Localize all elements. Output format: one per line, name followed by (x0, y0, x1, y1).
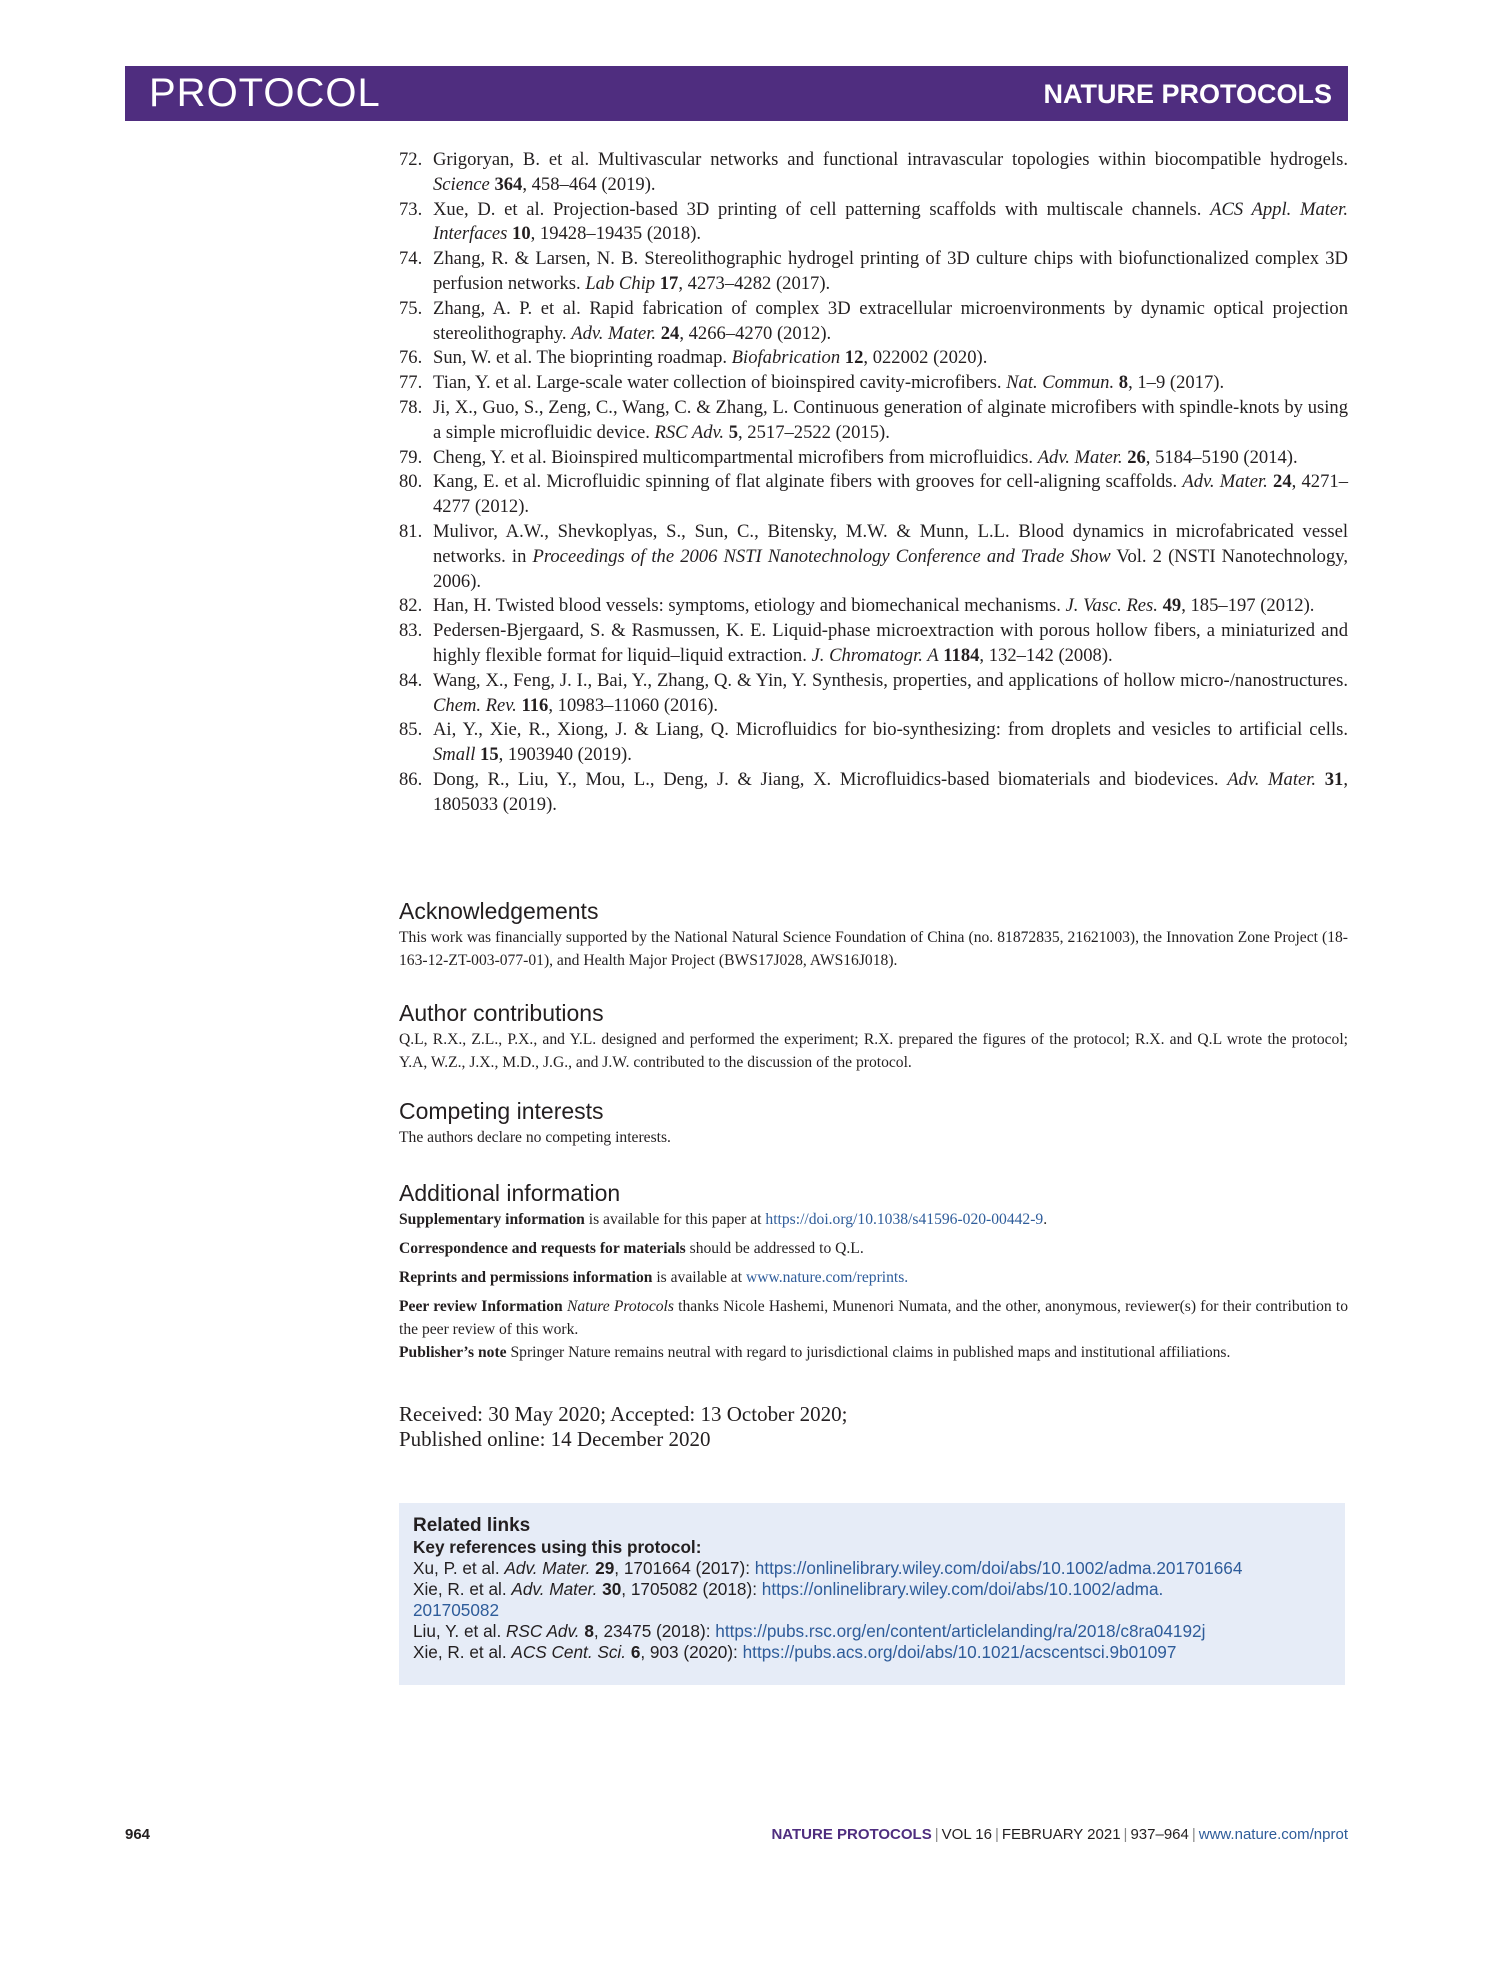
additional-information-section (399, 1180, 1348, 1370)
reference-text: Mulivor, A.W., Shevkoplyas, S., Sun, C., Bitensky, M.W. & Munn, L.L. Blood dynamics in microfabricated vessel networks. in Proceedings of the 2006 NSTI Nanotechnology Conference and Trade Show Vol. 2 (NSTI Nanotechnology, 2006). (433, 520, 1349, 592)
reference-item (399, 198, 1348, 248)
reference-text: Ji, X., Guo, S., Zeng, C., Wang, C. & Zhang, L. Continuous generation of alginate microfibers with spindle-knots by using a simple microfluidic device. RSC Adv. 5, 2517–2522 (2015). (433, 396, 1348, 443)
reference-item (399, 619, 1348, 669)
acknowledgements-heading: Acknowledgements (399, 898, 599, 924)
reference-text: Zhang, A. P. et al. Rapid fabrication of complex 3D extracellular microenvironments by dynamic optical projection stereolithography. Adv. Mater. 24, 4266–4270 (2012). (433, 297, 1348, 344)
reference-text: Ai, Y., Xie, R., Xiong, J. & Liang, Q. Microfluidics for bio-synthesizing: from droplets and vesicles to artificial cells. Small 15, 1903940 (2019). (433, 719, 1348, 766)
reference-text: Grigoryan, B. et al. Multivascular networks and functional intravascular topologies within biocompatible hydrogels. Science 364, 458–464 (2019). (433, 149, 1348, 195)
reference-number: 72. (399, 149, 423, 170)
reference-item (399, 396, 1348, 446)
reference-item (399, 446, 1348, 471)
supplementary-text: is available for this paper at (584, 1211, 766, 1228)
publisher-note-label: Publisher’s note (399, 1344, 507, 1361)
supplementary-label: Supplementary information (399, 1211, 585, 1228)
author-contributions-text: Q.L, R.X., Z.L., P.X., and Y.L. designed and performed the experiment; R.X. prepared the figures of the protocol; R.X. and Q.L wrote the protocol; Y.A, W.Z., J.X., M.D., J.G., and J.W. contributed to the discussion of the protocol. (399, 1031, 1348, 1071)
footer-url[interactable]: www.nature.com/nprot (1198, 1826, 1348, 1843)
reference-text: Sun, W. et al. The bioprinting roadmap. Biofabrication 12, 022002 (2020). (433, 347, 988, 369)
reference-text: Xue, D. et al. Projection-based 3D printing of cell patterning scaffolds with multiscale channels. ACS Appl. Mater. Interfaces 10, 19428–19435 (2018). (433, 198, 1348, 245)
related-link-item[interactable]: Xu, P. et al. Adv. Mater. 29, 1701664 (2017): https://onlinelibrary.wiley.com/doi/abs/10.1002/adma.201701664 (413, 1558, 1243, 1578)
reference-item (399, 371, 1348, 396)
peer-review-journal: Nature Protocols (566, 1298, 674, 1315)
reference-item (399, 520, 1348, 594)
related-links-title: Related links (413, 1515, 531, 1536)
competing-interests-text: The authors declare no competing interests. (399, 1129, 671, 1146)
page-number: 964 (125, 1826, 151, 1843)
supplementary-link[interactable]: https://doi.org/10.1038/s41596-020-00442-9 (765, 1211, 1044, 1228)
reference-number: 81. (399, 520, 423, 542)
related-link-item[interactable]: Liu, Y. et al. RSC Adv. 8, 23475 (2018): https://pubs.rsc.org/en/content/articlelanding/ra/2018/c8ra04192j (413, 1621, 1206, 1641)
received-accepted: Received: 30 May 2020; Accepted: 13 October 2020; (399, 1402, 848, 1426)
peer-review-info (399, 1295, 1348, 1341)
publisher-note (399, 1341, 1348, 1364)
reprints-label: Reprints and permissions information (399, 1269, 653, 1286)
reference-text: Zhang, R. & Larsen, N. B. Stereolithographic hydrogel printing of 3D culture chips with biofunctionalized complex 3D perfusion networks. Lab Chip 17, 4273–4282 (2017). (433, 248, 1348, 294)
reference-number: 78. (399, 396, 423, 418)
journal-name: NATURE PROTOCOLS (1043, 79, 1332, 109)
reprints-info (399, 1266, 1348, 1289)
footer-volume: VOL 16 (941, 1826, 992, 1843)
reference-item (399, 594, 1348, 619)
reference-number: 75. (399, 297, 423, 319)
author-contributions-heading: Author contributions (399, 1000, 604, 1026)
reference-list (399, 148, 1348, 818)
footer-citation: NATURE PROTOCOLS | VOL 16 | FEBRUARY 2021 | 937–964 | www.nature.com/nprot (771, 1826, 1348, 1843)
reference-number: 86. (399, 768, 423, 790)
reference-number: 76. (399, 347, 423, 369)
additional-information-heading: Additional information (399, 1180, 621, 1206)
related-link-item[interactable]: Xie, R. et al. Adv. Mater. 30, 1705082 (2018): https://onlinelibrary.wiley.com/doi/abs/10.1002/adma. 201705082 (413, 1579, 1164, 1620)
related-link-item[interactable]: Xie, R. et al. ACS Cent. Sci. 6, 903 (2020): https://pubs.acs.org/doi/abs/10.1021/acscentsci.9b01097 (413, 1642, 1177, 1662)
peer-review-text: thanks Nicole Hashemi, Munenori Numata, and the other, anonymous, reviewer(s) for their contribution to the peer review of this work. (399, 1298, 1349, 1338)
reference-number: 77. (399, 372, 423, 394)
acknowledgements-section (399, 898, 1348, 972)
competing-interests-section (399, 1098, 1348, 1149)
reference-item (399, 297, 1348, 347)
reference-item (399, 148, 1348, 198)
reference-item (399, 718, 1348, 768)
reference-number: 73. (399, 198, 423, 220)
publisher-note-text: Springer Nature remains neutral with regard to jurisdictional claims in published maps and institutional affiliations. (506, 1344, 1231, 1361)
article-dates (399, 1402, 847, 1451)
reprints-link[interactable]: www.nature.com/reprints. (745, 1269, 909, 1286)
reference-number: 82. (399, 595, 423, 617)
reference-number: 85. (399, 719, 423, 741)
reference-item (399, 247, 1348, 297)
footer-journal: NATURE PROTOCOLS (771, 1826, 932, 1843)
related-links-subtitle: Key references using this protocol: (413, 1537, 702, 1557)
acknowledgements-text: This work was financially supported by the National Natural Science Foundation of China (no. 81872835, 21621003), the Innovation Zone Project (18-163-12-ZT-003-077-01), and Health Major Project (BWS17J028, AWS16J018). (399, 929, 1348, 969)
reference-number: 84. (399, 669, 423, 691)
peer-review-label: Peer review Information (399, 1298, 563, 1315)
reference-text: Pedersen-Bjergaard, S. & Rasmussen, K. E. Liquid-phase microextraction with porous hollow fibers, a miniaturized and highly flexible format for liquid–liquid extraction. J. Chromatogr. A 1184, 132–142 (2008). (433, 620, 1348, 666)
reference-item (399, 768, 1348, 818)
footer-pages: 937–964 (1130, 1826, 1189, 1843)
article-type: PROTOCOL (149, 71, 381, 115)
reference-text: Wang, X., Feng, J. I., Bai, Y., Zhang, Q. & Yin, Y. Synthesis, properties, and applications of hollow micro-/nanostructures. Chem. Rev. 116, 10983–11060 (2016). (433, 669, 1348, 716)
reference-text: Cheng, Y. et al. Bioinspired multicompartmental microfibers from microfluidics. Adv. Mater. 26, 5184–5190 (2014). (433, 446, 1298, 468)
reference-item (399, 470, 1348, 520)
correspondence-label: Correspondence and requests for materials (399, 1240, 686, 1257)
supplementary-end: . (1043, 1211, 1048, 1228)
reprints-text: is available at (652, 1269, 746, 1286)
header-banner (125, 66, 1348, 121)
reference-number: 79. (399, 446, 423, 468)
reference-number: 74. (399, 248, 423, 270)
footer-date: FEBRUARY 2021 (1001, 1826, 1121, 1843)
published-online: Published online: 14 December 2020 (399, 1426, 711, 1451)
reference-text: Dong, R., Liu, Y., Mou, L., Deng, J. & Jiang, X. Microfluidics-based biomaterials and biodevices. Adv. Mater. 31, 1805033 (2019). (433, 768, 1348, 815)
related-links-box (399, 1503, 1345, 1685)
author-contributions-section (399, 1000, 1348, 1074)
supplementary-info (399, 1208, 1348, 1231)
reference-text: Han, H. Twisted blood vessels: symptoms, etiology and biomechanical mechanisms. J. Vasc. Res. 49, 185–197 (2012). (433, 595, 1315, 617)
reference-item (399, 669, 1348, 719)
reference-number: 80. (399, 471, 423, 493)
related-links-list (413, 1558, 1337, 1663)
reference-text: Tian, Y. et al. Large-scale water collection of bioinspired cavity-microfibers. Nat. Commun. 8, 1–9 (2017). (433, 372, 1225, 394)
reference-item (399, 346, 1348, 371)
competing-interests-heading: Competing interests (399, 1098, 604, 1124)
correspondence-text: should be addressed to Q.L. (685, 1240, 864, 1257)
reference-number: 83. (399, 620, 423, 642)
reference-text: Kang, E. et al. Microfluidic spinning of flat alginate fibers with grooves for cell-aligning scaffolds. Adv. Mater. 24, 4271–4277 (2012). (433, 471, 1348, 518)
correspondence-info (399, 1237, 1348, 1260)
